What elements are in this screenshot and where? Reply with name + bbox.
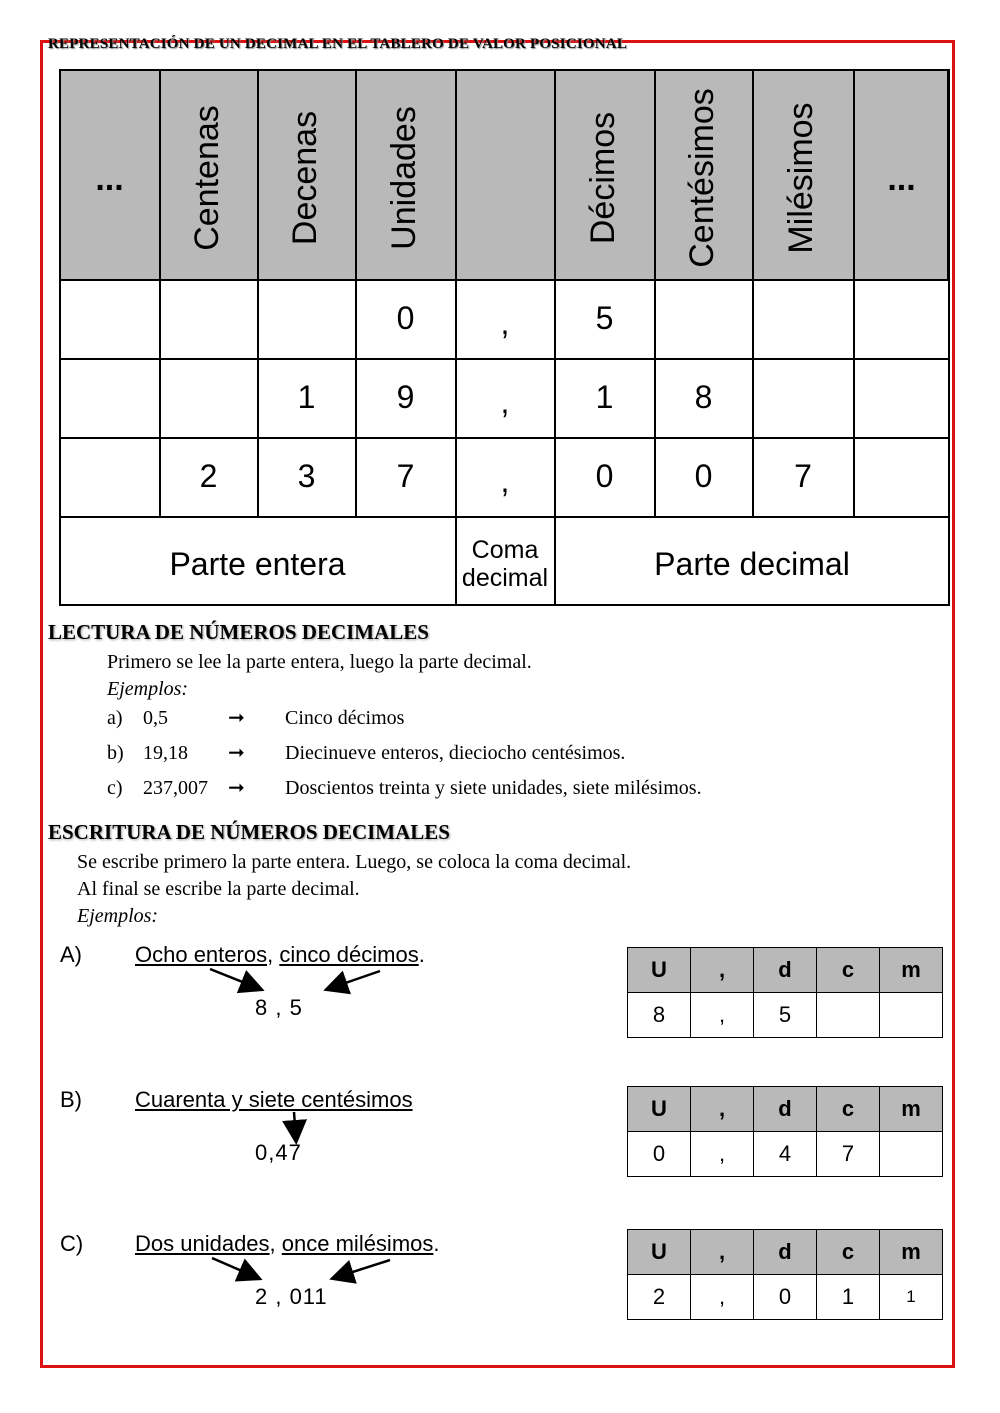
- table-header-cell: d: [754, 1087, 817, 1132]
- example-number: 8 , 5: [255, 995, 303, 1020]
- grid-line: [60, 516, 949, 518]
- table-cell: [880, 993, 943, 1038]
- escritura-heading: ESCRITURA DE NÚMEROS DECIMALES: [48, 820, 450, 844]
- cell-comma: ,: [500, 305, 510, 341]
- example-part2: cinco décimos: [279, 942, 419, 967]
- parte-decimal-label: Parte decimal: [654, 546, 850, 582]
- table-cell: 1: [880, 1275, 943, 1320]
- example-end: .: [418, 942, 425, 967]
- table-header-cell: d: [754, 948, 817, 993]
- table-cell: [880, 1132, 943, 1177]
- example-table: [627, 1229, 943, 1320]
- lectura-intro: Primero se lee la parte entera, luego la parte decimal.: [107, 651, 532, 673]
- example-part1: Dos unidades: [135, 1231, 270, 1256]
- header-decenas: Decenas: [286, 110, 324, 246]
- example-sep: ,: [269, 1231, 282, 1256]
- header-milesimos: Milésimos: [782, 102, 820, 254]
- example-text: Doscientos treinta y siete unidades, siete milésimos.: [285, 777, 702, 799]
- table-cell: ,: [691, 1275, 754, 1320]
- example-part1: Cuarenta y siete centésimos: [135, 1087, 413, 1112]
- table-header-cell: m: [880, 1087, 943, 1132]
- header-centesimos: Centésimos: [683, 88, 721, 268]
- table-cell: 4: [754, 1132, 817, 1177]
- coma-label-line2: decimal: [461, 564, 549, 592]
- table-header-cell: ,: [691, 948, 754, 993]
- grid-line: [60, 358, 949, 360]
- header-centenas: Centenas: [188, 105, 226, 251]
- grid-line: [257, 70, 259, 518]
- table-cell: 5: [754, 993, 817, 1038]
- cell-value: 8: [694, 379, 713, 415]
- grid-line: [159, 70, 161, 518]
- example-sep: ,: [267, 942, 280, 967]
- cell-value: 1: [595, 379, 614, 415]
- example-letter: c): [107, 777, 123, 799]
- table-cell: ,: [691, 993, 754, 1038]
- table-cell: 8: [628, 993, 691, 1038]
- table-header-cell: U: [628, 1230, 691, 1275]
- escritura-line2: Al final se escribe la parte decimal.: [77, 878, 360, 900]
- table-header-cell: U: [628, 948, 691, 993]
- escritura-ejemplos-label: Ejemplos:: [77, 905, 159, 927]
- table-cell: 1: [817, 1275, 880, 1320]
- parte-entera-label: Parte entera: [169, 546, 346, 582]
- grid-line: [853, 70, 855, 518]
- grid-line: [60, 279, 949, 281]
- cell-value: 2: [199, 458, 218, 494]
- table-header-cell: c: [817, 1230, 880, 1275]
- grid-line: [654, 70, 656, 518]
- example-part1: Ocho enteros: [135, 942, 268, 967]
- table-cell: 2: [628, 1275, 691, 1320]
- example-text: Diecinueve enteros, dieciocho centésimos.: [285, 742, 626, 764]
- example-label: A): [60, 942, 82, 967]
- example-table: [627, 1086, 943, 1177]
- arrow-icon: ➞: [228, 742, 245, 764]
- example-number: 19,18: [143, 742, 188, 764]
- cell-comma: ,: [500, 463, 510, 499]
- cell-value: 7: [396, 458, 415, 494]
- coma-decimal-label: [456, 536, 554, 592]
- table-cell: ,: [691, 1132, 754, 1177]
- example-number: 0,47: [255, 1140, 302, 1165]
- example-letter: b): [107, 742, 124, 764]
- cell-value: 0: [396, 300, 415, 336]
- arrow-icon: ➞: [228, 777, 245, 799]
- arrow-icon: ➞: [228, 707, 245, 729]
- cell-value: 3: [297, 458, 316, 494]
- example-number: 2 , 011: [255, 1284, 328, 1309]
- grid-line: [60, 437, 949, 439]
- table-header-cell: U: [628, 1087, 691, 1132]
- cell-value: 5: [595, 300, 614, 336]
- table-cell: 0: [754, 1275, 817, 1320]
- header-unidades: Unidades: [385, 106, 423, 250]
- lectura-ejemplos-label: Ejemplos:: [107, 678, 189, 700]
- grid-line: [752, 70, 754, 518]
- table-header-cell: d: [754, 1230, 817, 1275]
- example-label: C): [60, 1231, 84, 1256]
- example-part2: once milésimos: [281, 1231, 434, 1256]
- table-header-cell: m: [880, 948, 943, 993]
- cell-value: 0: [694, 458, 713, 494]
- example-number: 237,007: [143, 777, 208, 799]
- example-words: [135, 1087, 413, 1113]
- table-header-cell: c: [817, 948, 880, 993]
- cell-value: 9: [396, 379, 415, 415]
- example-letter: a): [107, 707, 123, 729]
- example-label: B): [60, 1087, 82, 1112]
- header-decimos: Décimos: [584, 111, 622, 245]
- header-ellipsis-right: ...: [887, 160, 916, 198]
- example-number: 0,5: [143, 707, 168, 729]
- grid-line: [355, 70, 357, 518]
- table-header-cell: ,: [691, 1087, 754, 1132]
- cell-value: 7: [794, 458, 812, 494]
- table-header-cell: m: [880, 1230, 943, 1275]
- table-header-cell: c: [817, 1087, 880, 1132]
- table-cell: 0: [628, 1132, 691, 1177]
- lectura-heading: LECTURA DE NÚMEROS DECIMALES: [48, 620, 429, 644]
- example-text: Cinco décimos: [285, 707, 405, 729]
- table-header-cell: ,: [691, 1230, 754, 1275]
- cell-comma: ,: [500, 384, 510, 420]
- table-cell: [817, 993, 880, 1038]
- cell-value: 0: [595, 458, 614, 494]
- page-title: REPRESENTACIÓN DE UN DECIMAL EN EL TABLERO DE VALOR POSICIONAL: [48, 36, 628, 52]
- coma-label-line1: Coma: [471, 536, 539, 564]
- escritura-line1: Se escribe primero la parte entera. Luego, se coloca la coma decimal.: [77, 851, 632, 873]
- grid-line: [554, 70, 556, 605]
- table-cell: 7: [817, 1132, 880, 1177]
- example-end: .: [433, 1231, 440, 1256]
- cell-value: 1: [297, 379, 316, 415]
- header-ellipsis-left: ...: [95, 160, 124, 198]
- example-table: [627, 947, 943, 1038]
